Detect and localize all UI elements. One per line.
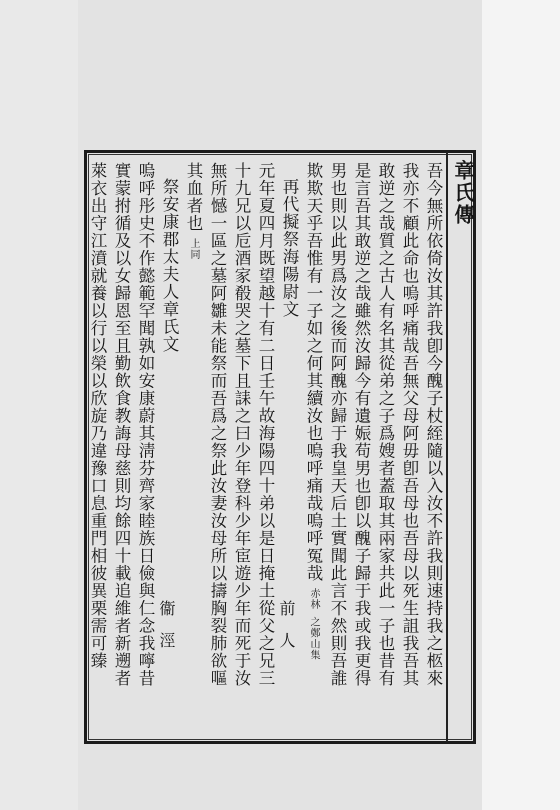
text-column-11: [179, 162, 203, 260]
source-note-1: 赤林: [308, 588, 319, 611]
text-column-6: [299, 162, 323, 661]
text-column-3: 敢逆之哉質之古人有名其從弟之子爲嫂者蓋取其兩家共此一子也昔有: [376, 162, 395, 687]
source-note-3: 上同: [188, 238, 199, 261]
scan-margin-right: [482, 0, 560, 810]
text-column-11-main: 其血者也: [184, 162, 203, 232]
text-column-15: 萊衣出守江濆就養以行以榮以欣旋乃違豫口息重門相彼異栗需可臻: [88, 162, 107, 670]
text-column-14: 實蒙拊循及以女歸恩至且勤飲食教誨母慈則均餘四十載追維者新遡者: [112, 162, 131, 687]
text-column-9: 十九兄以卮酒家殽哭之墓下且誄之曰少年登科少年宦遊少年而死于汝: [232, 162, 251, 687]
text-column-5: 男也則以此男爲汝之後而阿醜亦歸于我皇天后土實聞此言不然則吾誰: [328, 162, 347, 687]
title-column: [446, 152, 475, 742]
text-column-10: 無所憾一區之墓阿雛未能祭而吾爲之祭此汝妻汝母所以擣胸裂肺欲嘔: [208, 162, 227, 687]
text-column-13: 嗚呼彤史不作懿範罕聞孰如安康蔚其淸芬齊家睦族日儉與仁念我嚀昔: [136, 162, 155, 687]
author-2: 衞 涇: [157, 600, 176, 648]
source-note-2: 之鄭山集: [308, 616, 319, 661]
text-column-4: 是言吾其敢逆之哉雖然汝歸今有遺娠苟男也卽以醜子歸于我或我更得: [352, 162, 371, 687]
text-column-1: 吾今無所依倚汝其許我卽今醜子杖絰隨以入汝不許我則速持我之柩來: [424, 162, 443, 687]
text-column-6-main: 欺欺天乎吾惟有一子如之何其續汝也嗚呼痛哉嗚呼冤哉: [304, 162, 323, 582]
section-title-1: 再代擬祭海陽尉文: [280, 178, 299, 318]
text-column-2: 我亦不顧此命也嗚呼痛哉吾無父母阿毋卽吾母也吾母以死生詛我吾其: [400, 162, 419, 687]
author-1: 前 人: [277, 600, 296, 648]
scan-margin-left: [0, 0, 78, 810]
text-column-8: 元年夏四月既望越十有二日壬午故海陽四十弟以是日掩土從父之兄三: [256, 162, 275, 687]
section-title-2: 祭安康郡太夫人章氏文: [160, 178, 179, 353]
page-title: 章氏傳: [451, 160, 475, 226]
